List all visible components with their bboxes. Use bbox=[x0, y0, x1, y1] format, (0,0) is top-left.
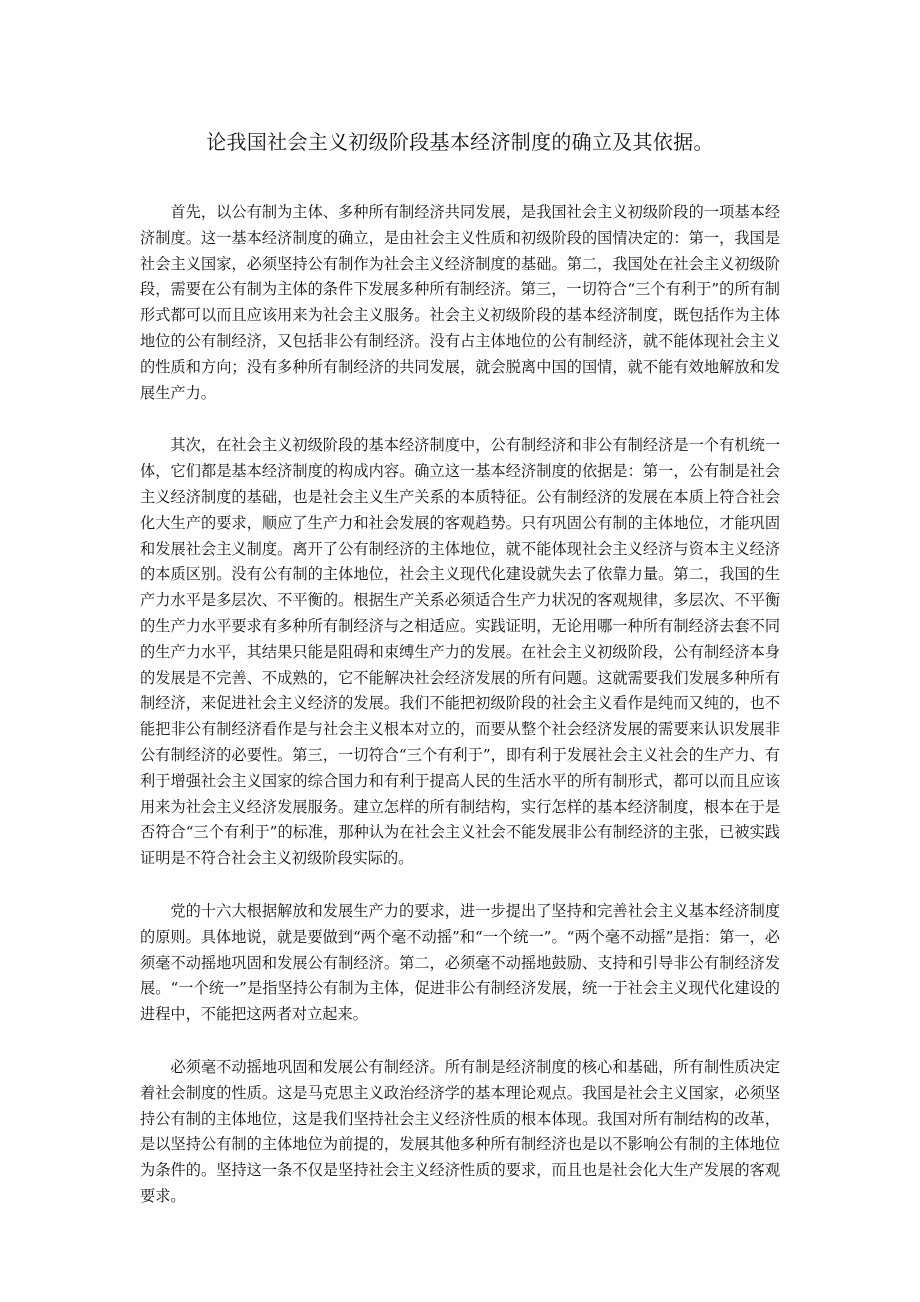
paragraph-2: 其次，在社会主义初级阶段的基本经济制度中，公有制经济和非公有制经济是一个有机统一体，它们都是基本经济制度的构成内容。确立这一基本经济制度的依据是：第一，公有制是社会主义经济制度的基础，也是社会主义生产关系的本质特征。公有制经济的发展在本质上符合社会化大生产的要求，顺应了生产力和社会发展的客观趋势。只有巩固公有制的主体地位，才能巩固和发展社会主义制度。离开了公有制经济的主体地位，就不能体现社会主义经济与资本主义经济的本质区别。没有公有制的主体地位，社会主义现代化建设就失去了依靠力量。第二，我国的生产力水平是多层次、不平衡的。根据生产关系必须适合生产力状况的客观规律，多层次、不平衡的生产力水平要求有多种所有制经济与之相适应。实践证明，无论用哪一种所有制经济去套不同的生产力水平，其结果只能是阻碍和束缚生产力的发展。在社会主义初级阶段，公有制经济本身的发展是不完善、不成熟的，它不能解决社会经济发展的所有问题。这就需要我们发展多种所有制经济，来促进社会主义经济的发展。我们不能把初级阶段的社会主义看作是纯而又纯的，也不能把非公有制经济看作是与社会主义根本对立的，而要从整个社会经济发展的需要来认识发展非公有制经济的必要性。第三，一切符合“三个有利于”，即有利于发展社会主义社会的生产力、有利于增强社会主义国家的综合国力和有利于提高人民的生活水平的所有制形式，都可以而且应该用来为社会主义经济发展服务。建立怎样的所有制结构，实行怎样的基本经济制度，根本在于是否符合“三个有利于”的标准，那种认为在社会主义社会不能发展非公有制经济的主张，已被实践证明是不符合社会主义初级阶段实际的。 bbox=[140, 436, 780, 868]
paragraph-1: 首先，以公有制为主体、多种所有制经济共同发展，是我国社会主义初级阶段的一项基本经济制度。这一基本经济制度的确立，是由社会主义性质和初级阶段的国情决定的：第一，我国是社会主义国家，必须坚持公有制作为社会主义经济制度的基础。第二，我国处在社会主义初级阶段，需要在公有制为主体的条件下发展多种所有制经济。第三，一切符合“三个有利于”的所有制形式都可以而且应该用来为社会主义服务。社会主义初级阶段的基本经济制度，既包括作为主体地位的公有制经济，又包括非公有制经济。没有占主体地位的公有制经济，就不能体现社会主义的性质和方向；没有多种所有制经济的共同发展，就会脱离中国的国情，就不能有效地解放和发展生产力。 bbox=[140, 203, 780, 402]
paragraph-4: 必须毫不动摇地巩固和发展公有制经济。所有制是经济制度的核心和基础，所有制性质决定着社会制度的性质。这是马克思主义政治经济学的基本理论观点。我国是社会主义国家，必须坚持公有制的主体地位，这是我们坚持社会主义经济性质的根本体现。我国对所有制结构的改革，是以坚持公有制的主体地位为前提的，发展其他多种所有制经济也是以不影响公有制的主体地位为条件的。坚持这一条不仅是坚持社会主义经济性质的要求，而且也是社会化大生产发展的客观要求。 bbox=[140, 1057, 780, 1205]
document-page bbox=[140, 128, 780, 1237]
document-title: 论我国社会主义初级阶段基本经济制度的确立及其依据。 bbox=[206, 130, 714, 154]
paragraph-3: 党的十六大根据解放和发展生产力的要求，进一步提出了坚持和完善社会主义基本经济制度的原则。具体地说，就是要做到“两个毫不动摇”和“一个统一”。“两个毫不动摇”是指：第一，必须毫不动摇地巩固和发展公有制经济。第二，必须毫不动摇地鼓励、支持和引导非公有制经济发展。“一个统一”是指坚持公有制为主体，促进非公有制经济发展，统一于社会主义现代化建设的进程中，不能把这两者对立起来。 bbox=[140, 901, 780, 1024]
